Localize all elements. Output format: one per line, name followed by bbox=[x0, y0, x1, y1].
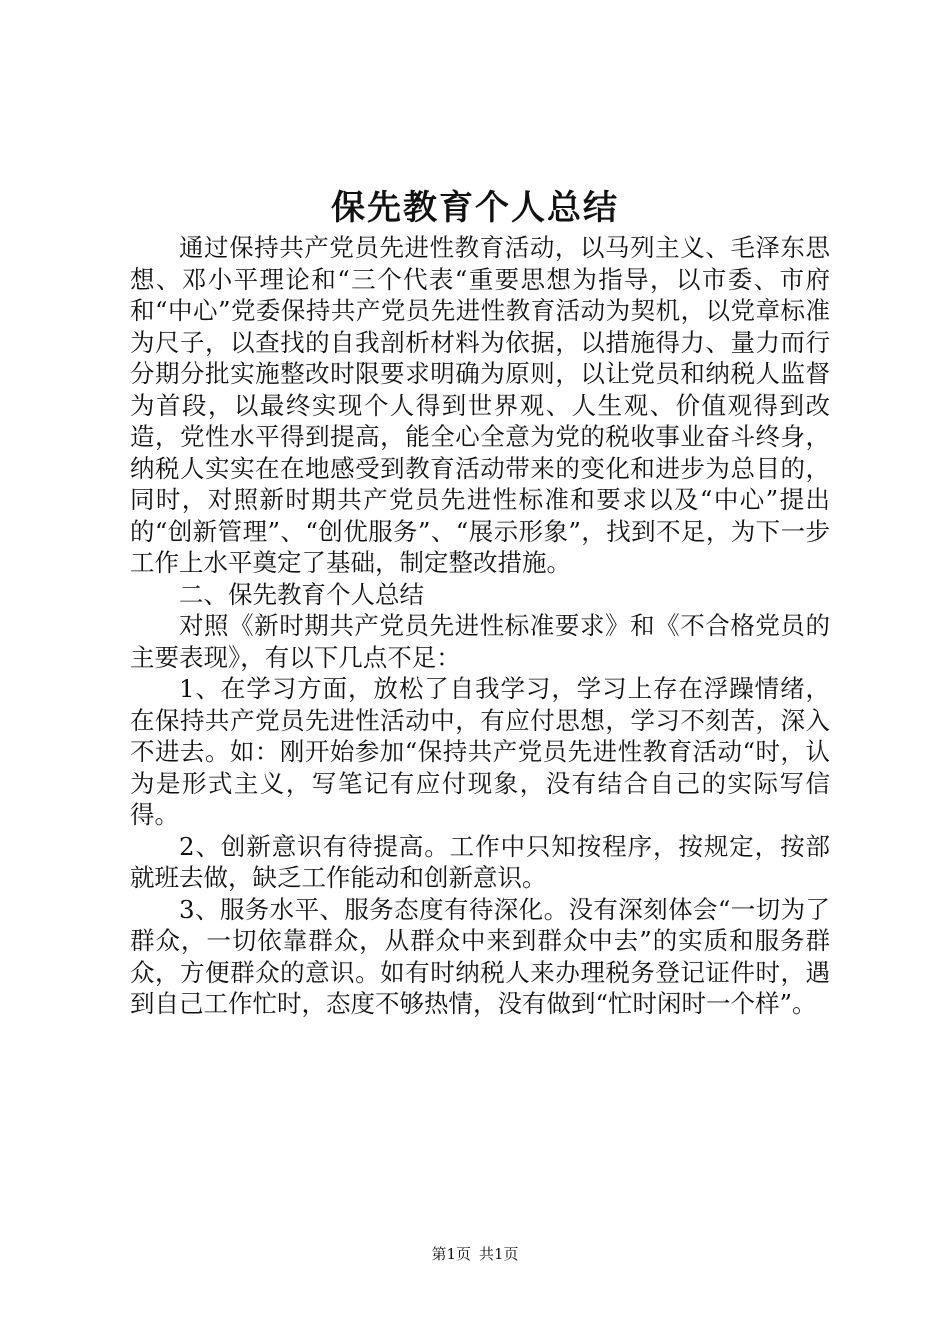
paragraph-shortcomings-intro: 对照《新时期共产党员先进性标准要求》和《不合格党员的主要表现》，有以下几点不足： bbox=[130, 611, 830, 672]
document-body bbox=[130, 232, 830, 1020]
paragraph-point-1: 1、在学习方面，放松了自我学习，学习上存在浮躁情绪，在保持共产党员先进性活动中，有应付思想，学习不刻苦，深入不进去。如：刚开始参加“保持共产党员先进性教育活动“时，认为是形式主义，写笔记有应付现象，没有结合自己的实际写信得。 bbox=[130, 674, 830, 829]
paragraph-intro: 通过保持共产党员先进性教育活动，以马列主义、毛泽东思想、邓小平理论和“三个代表“重要思想为指导，以市委、市府和“中心”党委保持共产党员先进性教育活动为契机，以党章标准为尺子，以查找的自我剖析材料为依据，以措施得力、量力而行分期分批实施整改时限要求明确为原则，以让党员和纳税人监督为首段，以最终实现个人得到世界观、人生观、价值观得到改造，党性水平得到提高，能全心全意为党的税收事业奋斗终身，纳税人实实在在地感受到教育活动带来的变化和进步为总目的，同时，对照新时期共产党员先进性标准和要求以及“中心”提出的“创新管理”、“创优服务”、“展示形象”，找到不足，为下一步工作上水平奠定了基础，制定整改措施。 bbox=[130, 233, 830, 577]
document-title: 保先教育个人总结 bbox=[331, 188, 619, 228]
section-heading: 二、保先教育个人总结 bbox=[179, 579, 424, 609]
paragraph-point-2: 2、创新意识有待提高。工作中只知按程序，按规定，按部就班去做，缺乏工作能动和创新意识。 bbox=[130, 831, 830, 892]
page-footer bbox=[0, 1244, 950, 1264]
page-total: 共1页 bbox=[479, 1245, 519, 1263]
paragraph-point-3: 3、服务水平、服务态度有待深化。没有深刻体会“一切为了群众，一切依靠群众，从群众中来到群众中去”的实质和服务群众，方便群众的意识。如有时纳税人来办理税务登记证件时，遇到自己工作忙时，态度不够热情，没有做到“忙时闲时一个样”。 bbox=[130, 894, 830, 1018]
page-number: 第1页 bbox=[431, 1245, 471, 1263]
